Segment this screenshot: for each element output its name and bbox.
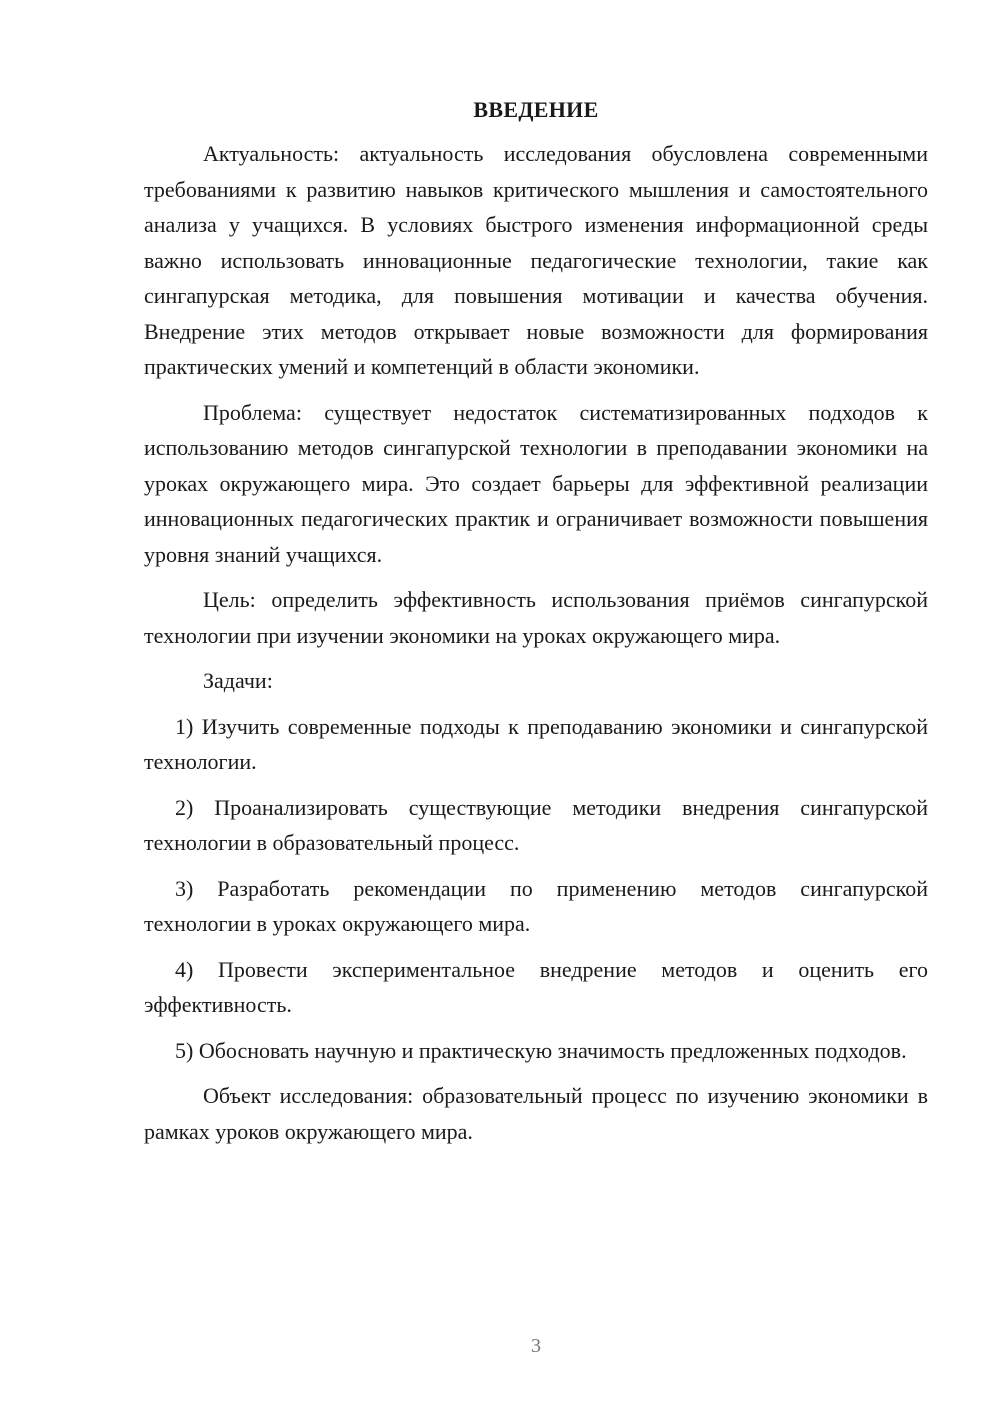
list-item: 1) Изучить современные подходы к преподаванию экономики и сингапурской технологии.: [144, 713, 928, 774]
problem-paragraph: Проблема: существует недостаток систематизированных подходов к использованию методов сингапурской технологии в преподавании экономики на уроках окружающего мира. Это создает барьеры для эффективной реализации инновационных педагогических практик и ограничивает возможности повышения уровня знаний учащихся.: [144, 399, 928, 567]
section-title: ВВЕДЕНИЕ: [473, 97, 599, 122]
list-item: 5) Обосновать научную и практическую значимость предложенных подходов.: [175, 1037, 907, 1063]
goal-paragraph: Цель: определить эффективность использования приёмов сингапурской технологии при изучении экономики на уроках окружающего мира.: [144, 587, 928, 648]
page-number: 3: [531, 1335, 541, 1357]
relevance-paragraph: Актуальность: актуальность исследования обусловлена современными требованиями к развитию навыков критического мышления и самостоятельного анализа у учащихся. В условиях быстрого изменения информационной среды важно использовать инновационные педагогические технологии, такие как сингапурская методика, для повышения мотивации и качества обучения. Внедрение этих методов открывает новые возможности для формирования практических умений и компетенций в области экономики.: [144, 141, 928, 379]
tasks-list: [144, 709, 928, 1069]
document-page: [144, 94, 928, 1159]
list-item: 3) Разработать рекомендации по применению методов сингапурской технологии в уроках окружающего мира.: [144, 875, 928, 936]
object-paragraph: Объект исследования: образовательный процесс по изучению экономики в рамках уроков окружающего мира.: [144, 1083, 928, 1144]
list-item: 2) Проанализировать существующие методики внедрения сингапурской технологии в образовательный процесс.: [144, 794, 928, 855]
list-item: 4) Провести экспериментальное внедрение методов и оценить его эффективность.: [144, 956, 928, 1017]
tasks-heading: Задачи:: [203, 668, 273, 693]
